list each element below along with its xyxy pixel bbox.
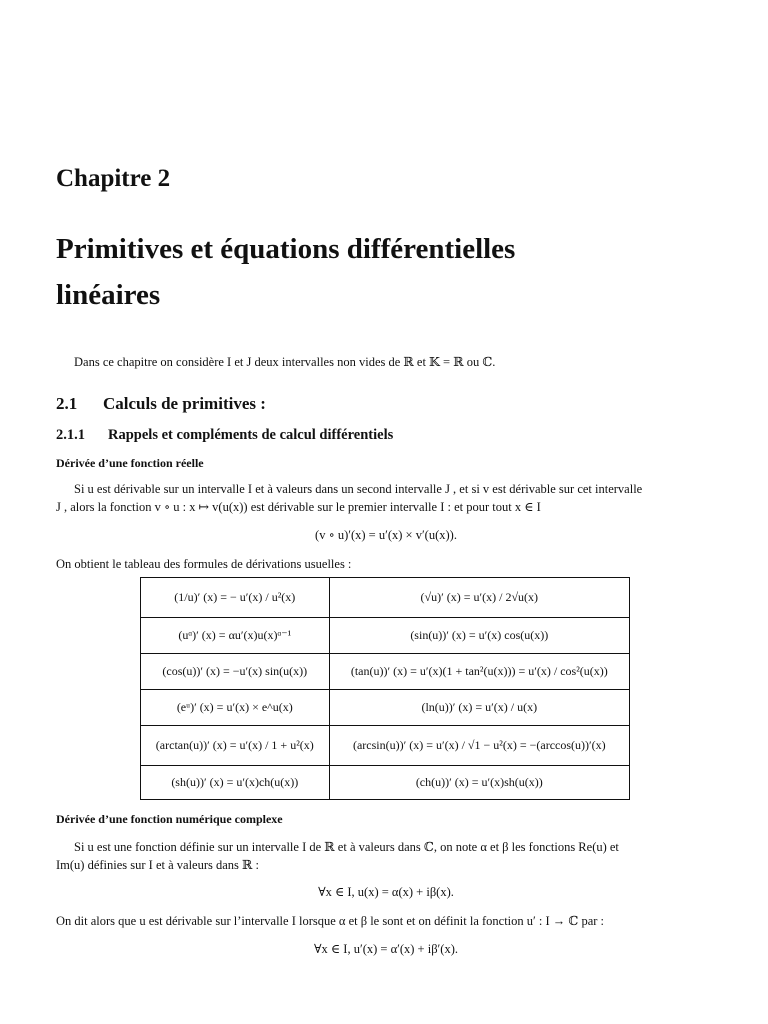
paragraph-body-real (56, 480, 716, 516)
table-cell: (sh(u))′ (x) = u′(x)ch(u(x)) (141, 766, 330, 800)
table-row (141, 690, 630, 726)
table-cell: (ln(u))′ (x) = u′(x) / u(x) (329, 690, 629, 726)
body-line: J , alors la fonction v ∘ u : x ↦ v(u(x)) est dérivable sur le premier intervalle I : et pour tout x ∈ I (56, 500, 541, 514)
paragraph-heading-complex: Dérivée d’une fonction numérique complexe (56, 812, 283, 826)
table-cell: (arcsin(u))′ (x) = u′(x) / √1 − u²(x) = −(arccos(u))′(x) (329, 726, 629, 766)
derivative-equation: ∀x ∈ I, u′(x) = α′(x) + iβ′(x). (314, 942, 458, 956)
table-intro-text: On obtient le tableau des formules de dérivations usuelles : (56, 557, 352, 571)
subsection-number: 2.1.1 (56, 427, 85, 443)
table-cell: (1/u)′ (x) = − u′(x) / u²(x) (141, 578, 330, 618)
table-cell: (eᵘ)′ (x) = u′(x) × e^u(x) (141, 690, 330, 726)
table-cell: (uᵅ)′ (x) = αu′(x)u(x)ᵅ⁻¹ (141, 618, 330, 654)
table-cell: (tan(u))′ (x) = u′(x)(1 + tan²(u(x))) = u′(x) / cos²(u(x)) (329, 654, 629, 690)
body-line: Si u est dérivable sur un intervalle I et à valeurs dans un second intervalle J , et si v est dérivable sur cet intervalle (74, 482, 643, 496)
body-line: Si u est une fonction définie sur un intervalle I de ℝ et à valeurs dans ℂ, on note α et β les fonctions Re(u) et (74, 840, 619, 854)
definition-text: On dit alors que u est dérivable sur l’intervalle I lorsque α et β le sont et on définit la fonction u′ : I → ℂ par : (56, 914, 605, 928)
decomposition-equation: ∀x ∈ I, u(x) = α(x) + iβ(x). (318, 885, 454, 899)
table-row (141, 618, 630, 654)
table-cell: (arctan(u))′ (x) = u′(x) / 1 + u²(x) (141, 726, 330, 766)
composition-equation: (v ∘ u)′(x) = u′(x) × v′(u(x)). (315, 528, 457, 542)
derivatives-table (140, 577, 630, 800)
subsection-heading (56, 427, 393, 444)
paragraph-body-complex (56, 838, 716, 874)
subsection-title: Rappels et compléments de calcul différentiels (108, 427, 394, 443)
chapter-title-line1: Primitives et équations différentielles (56, 233, 516, 265)
section-title: Calculs de primitives : (103, 394, 266, 413)
paragraph-heading-real: Dérivée d’une fonction réelle (56, 456, 204, 470)
intro-paragraph: Dans ce chapitre on considère I et J deux intervalles non vides de ℝ et 𝕂 = ℝ ou ℂ. (74, 355, 496, 369)
table-cell: (√u)′ (x) = u′(x) / 2√u(x) (329, 578, 629, 618)
table-cell: (cos(u))′ (x) = −u′(x) sin(u(x)) (141, 654, 330, 690)
table-row (141, 654, 630, 690)
body-line: Im(u) définies sur I et à valeurs dans ℝ : (56, 858, 260, 872)
section-heading (56, 394, 266, 414)
table-cell: (sin(u))′ (x) = u′(x) cos(u(x)) (329, 618, 629, 654)
section-number: 2.1 (56, 394, 78, 413)
chapter-title-line2: linéaires (56, 279, 161, 311)
chapter-title (56, 226, 716, 318)
table-row (141, 726, 630, 766)
table-row (141, 766, 630, 800)
table-row (141, 578, 630, 618)
chapter-label: Chapitre 2 (56, 165, 171, 192)
table-cell: (ch(u))′ (x) = u′(x)sh(u(x)) (329, 766, 629, 800)
